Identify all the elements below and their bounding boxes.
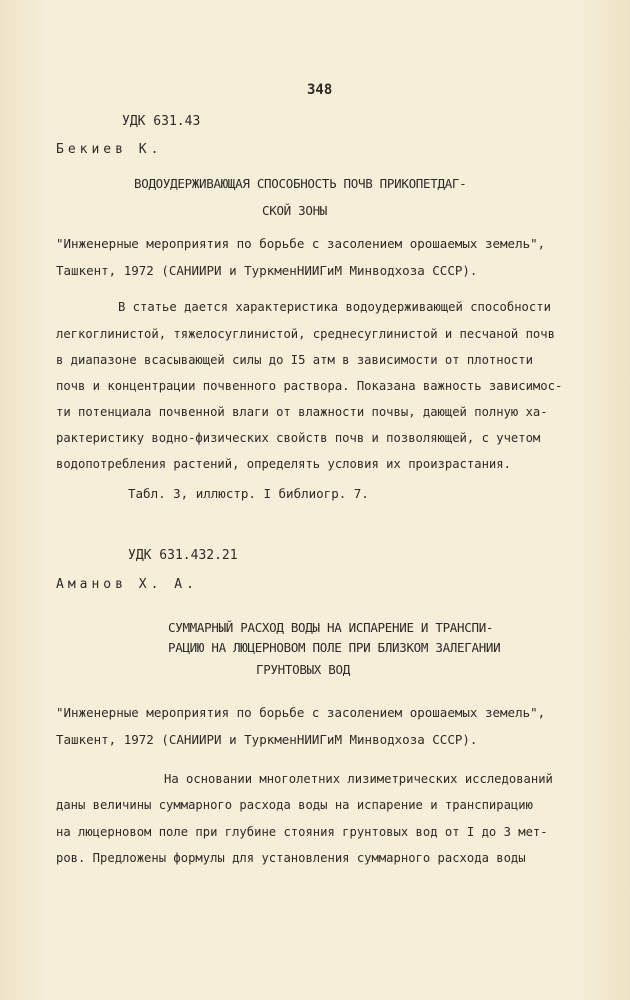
abstract-line: водопотребления растений, определять условия их произрастания. xyxy=(56,457,511,471)
article-title-line: ВОДОУДЕРЖИВАЮЩАЯ СПОСОБНОСТЬ ПОЧВ ПРИКОПЕТДАГ- xyxy=(134,176,467,191)
udk-code: УДК 631.432.21 xyxy=(128,548,238,563)
article-title-line: РАЦИЮ НА ЛЮЦЕРНОВОМ ПОЛЕ ПРИ БЛИЗКОМ ЗАЛЕГАНИИ xyxy=(168,640,501,655)
source-line: Ташкент, 1972 (САНИИРИ и ТуркменНИИГиМ Минводхоза СССР). xyxy=(56,732,478,747)
abstract-line: почв и концентрации почвенного раствора. Показана важность зависимос- xyxy=(56,379,563,393)
abstract-line: ти потенциала почвенной влаги от влажности почвы, дающей полную ха- xyxy=(56,405,548,419)
abstract-line: даны величины суммарного расхода воды на испарение и транспирацию xyxy=(56,798,533,812)
udk-code: УДК 631.43 xyxy=(122,114,201,129)
author-name: Бекиев К. xyxy=(56,142,163,157)
references-note: Табл. 3, иллюстр. I библиогр. 7. xyxy=(128,486,369,501)
article-title-line: ГРУНТОВЫХ ВОД xyxy=(256,662,350,677)
article-title-line: СУММАРНЫЙ РАСХОД ВОДЫ НА ИСПАРЕНИЕ И ТРАНСПИ- xyxy=(168,620,494,635)
source-line: "Инженерные мероприятия по борьбе с засолением орошаемых земель", xyxy=(56,236,546,251)
abstract-line: На основании многолетних лизиметрических исследований xyxy=(164,772,553,786)
abstract-line: на люцерновом поле при глубине стояния грунтовых вод от I до 3 мет- xyxy=(56,825,548,839)
abstract-line: В статье дается характеристика водоудерживающей способности xyxy=(118,300,551,314)
source-line: Ташкент, 1972 (САНИИРИ и ТуркменНИИГиМ Минводхоза СССР). xyxy=(56,263,478,278)
abstract-line: рактеристику водно-физических свойств почв и позволяющей, с учетом xyxy=(56,431,541,445)
abstract-line: ров. Предложены формулы для установления суммарного расхода воды xyxy=(56,851,526,865)
source-line: "Инженерные мероприятия по борьбе с засолением орошаемых земель", xyxy=(56,705,546,720)
abstract-line: в диапазоне всасывающей силы до I5 атм в зависимости от плотности xyxy=(56,353,533,367)
article-title-line: СКОЙ ЗОНЫ xyxy=(262,203,328,218)
author-name: Аманов Х. А. xyxy=(56,577,198,592)
abstract-line: легкоглинистой, тяжелосуглинистой, среднесуглинистой и песчаной почв xyxy=(56,327,555,341)
page-number: 348 xyxy=(307,82,333,98)
